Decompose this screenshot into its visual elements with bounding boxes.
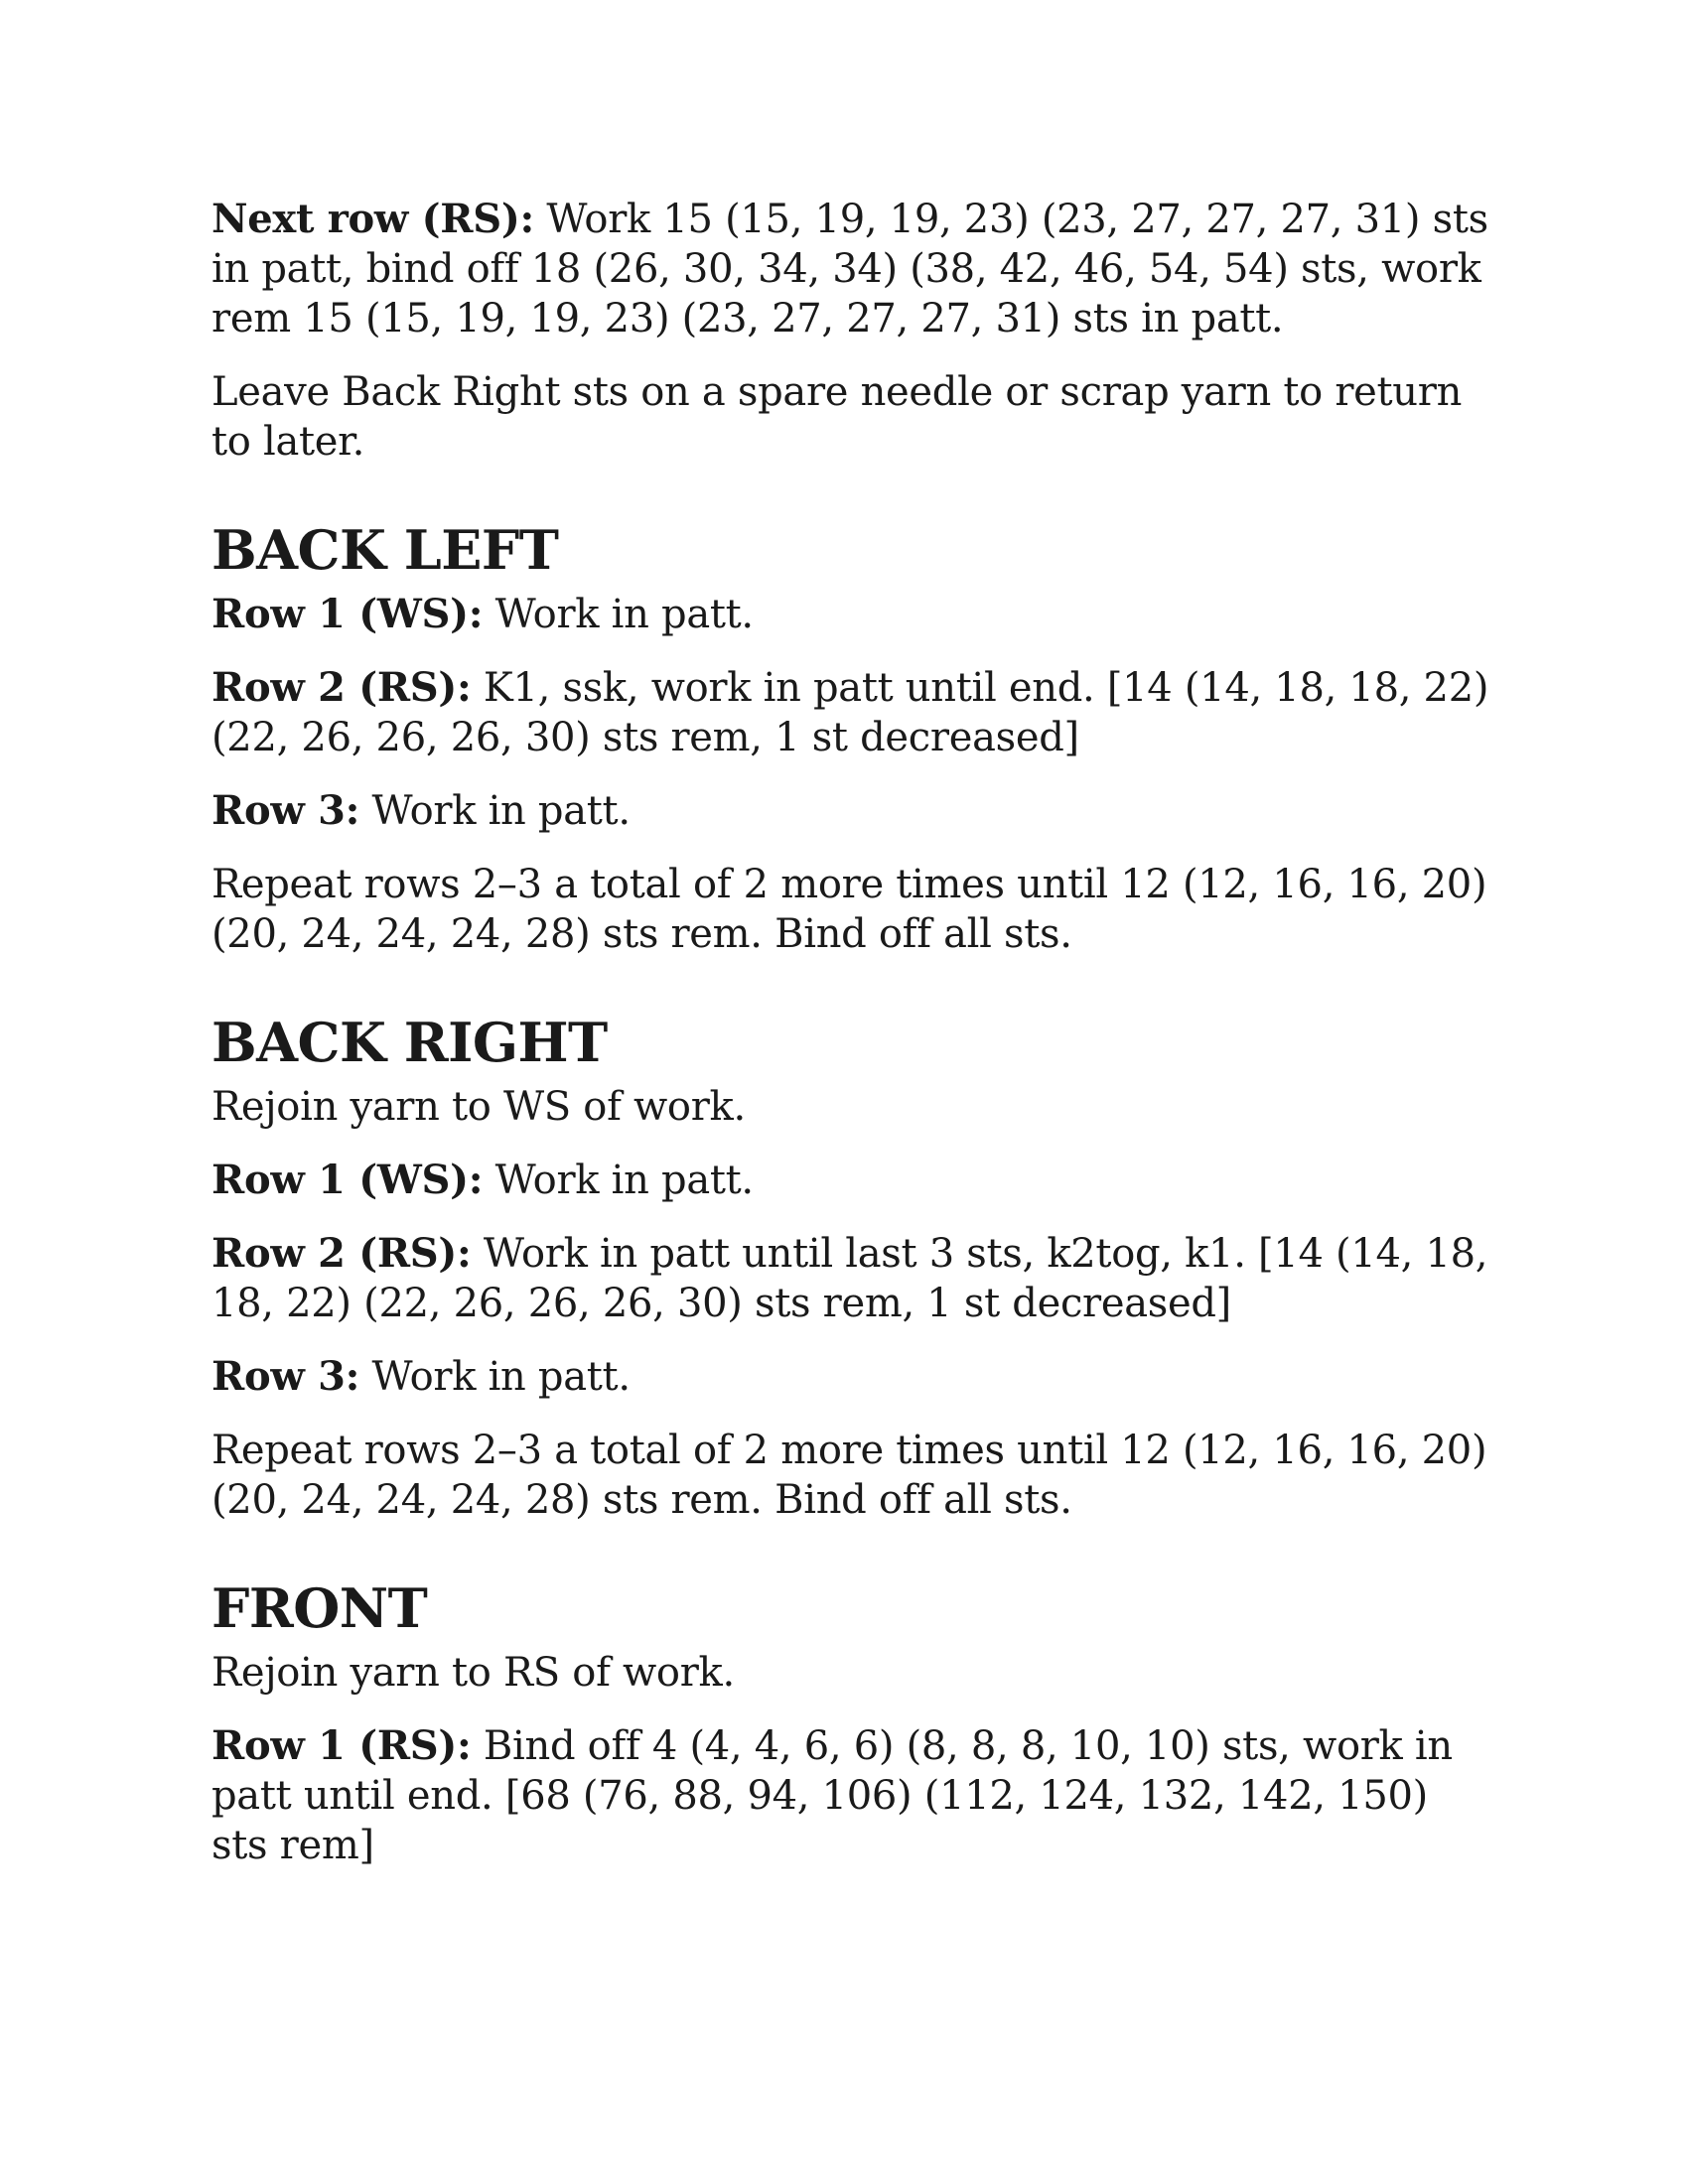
row-text: Work in patt. <box>359 788 631 834</box>
back-right-row-2 <box>211 1229 1492 1328</box>
row-label: Row 2 (RS): <box>211 1230 472 1277</box>
back-right-heading: BACK RIGHT <box>211 1011 608 1074</box>
row-label: Row 3: <box>211 1353 360 1400</box>
row-text: Leave Back Right sts on a spare needle or scrap yarn to return to later. <box>211 369 1463 465</box>
back-right-row-1 <box>211 1156 1492 1205</box>
row-label: Row 1 (WS): <box>211 1157 484 1203</box>
row-text: Work in patt. <box>483 1158 754 1203</box>
row-text: Rejoin yarn to WS of work. <box>211 1084 746 1130</box>
row-label: Row 3: <box>211 787 360 834</box>
row-text: Work in patt. <box>483 592 754 637</box>
intro-next-row <box>211 195 1492 343</box>
back-left-row-2 <box>211 663 1492 762</box>
row-text: Work in patt. <box>359 1354 631 1400</box>
row-text: Work in patt until last 3 sts, k2tog, k1. [14 (14, 18, 18, 22) (22, 26, 26, 26, 30) sts rem, 1 st decreased] <box>211 1231 1488 1326</box>
front-heading: FRONT <box>211 1576 428 1640</box>
back-left-row-3 <box>211 786 1492 836</box>
back-left-repeat <box>211 860 1492 959</box>
row-text: Repeat rows 2–3 a total of 2 more times until 12 (12, 16, 16, 20) (20, 24, 24, 24, 28) sts rem. Bind off all sts. <box>211 862 1487 957</box>
intro-leave-note <box>211 367 1492 467</box>
back-right-rejoin <box>211 1082 1492 1132</box>
back-right-repeat <box>211 1426 1492 1525</box>
back-left-row-1 <box>211 590 1492 639</box>
front-rejoin <box>211 1648 1492 1698</box>
pattern-page <box>211 195 1492 1894</box>
row-text: Work 15 (15, 19, 19, 23) (23, 27, 27, 27, 31) sts in patt, bind off 18 (26, 30, 34, 34) (38, 42, 46, 54, 54) sts, work rem 15 (15, 19, 19, 23) (23, 27, 27, 27, 31) sts in patt. <box>211 197 1488 341</box>
back-left-heading: BACK LEFT <box>211 518 559 582</box>
row-text: Bind off 4 (4, 4, 6, 6) (8, 8, 8, 10, 10) sts, work in patt until end. [68 (76, 88, 94, 106) (112, 124, 132, 142, 150) sts rem] <box>211 1723 1453 1868</box>
front-row-1 <box>211 1721 1492 1870</box>
row-text: K1, ssk, work in patt until end. [14 (14, 18, 18, 22) (22, 26, 26, 26, 30) sts rem, 1 st decreased] <box>211 665 1489 760</box>
row-text: Rejoin yarn to RS of work. <box>211 1650 735 1696</box>
row-text: Repeat rows 2–3 a total of 2 more times until 12 (12, 16, 16, 20) (20, 24, 24, 24, 28) sts rem. Bind off all sts. <box>211 1428 1487 1523</box>
row-label: Row 1 (RS): <box>211 1722 472 1769</box>
row-label: Row 2 (RS): <box>211 664 472 711</box>
row-label: Row 1 (WS): <box>211 591 484 637</box>
row-label: Next row (RS): <box>211 196 534 242</box>
back-right-row-3 <box>211 1352 1492 1402</box>
